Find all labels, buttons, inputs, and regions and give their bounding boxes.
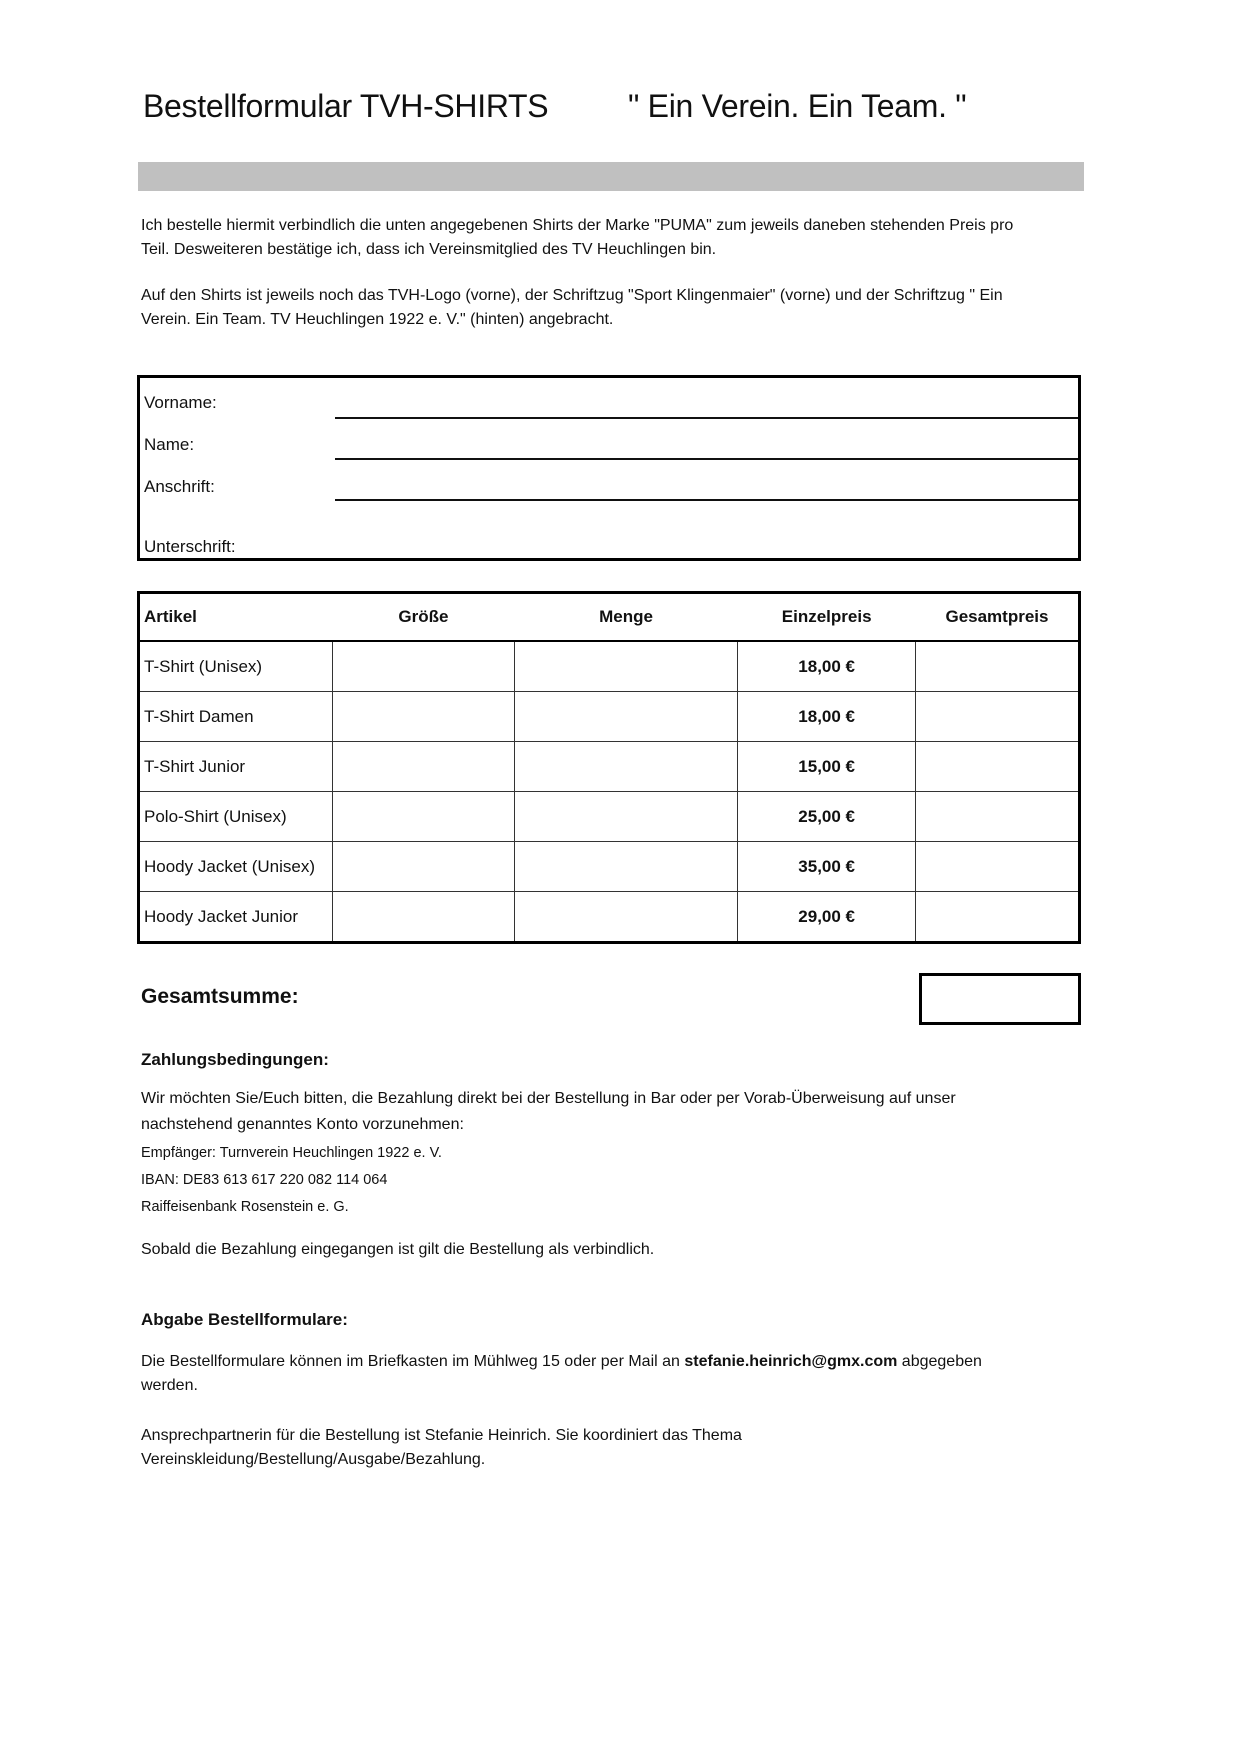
email-link[interactable]: stefanie.heinrich@gmx.com xyxy=(684,1353,898,1370)
header-artikel: Artikel xyxy=(139,593,333,642)
artikel-cell: T-Shirt Damen xyxy=(139,692,333,742)
submission-text xyxy=(141,1350,1081,1398)
intro-paragraph-1 xyxy=(141,214,1081,262)
binding-note: Sobald die Bezahlung eingegangen ist gilt die Bestellung als verbindlich. xyxy=(141,1241,655,1258)
submission-text-line: werden. xyxy=(141,1377,198,1394)
menge-input[interactable] xyxy=(515,742,738,792)
table-row xyxy=(139,892,1080,943)
menge-input[interactable] xyxy=(515,692,738,742)
artikel-cell: Hoody Jacket Junior xyxy=(139,892,333,943)
header-divider-bar xyxy=(138,162,1084,191)
gesamtpreis-input[interactable] xyxy=(916,842,1080,892)
total-label: Gesamtsumme: xyxy=(141,985,299,1008)
gesamtpreis-input[interactable] xyxy=(916,792,1080,842)
menge-input[interactable] xyxy=(515,892,738,943)
submission-text-part: Die Bestellformulare können im Briefkasten im Mühlweg 15 oder per Mail an xyxy=(141,1353,685,1370)
contact-text-line: Ansprechpartnerin für die Bestellung ist Stefanie Heinrich. Sie koordiniert das Thema xyxy=(141,1427,742,1444)
table-row xyxy=(139,792,1080,842)
groesse-input[interactable] xyxy=(332,692,515,742)
table-row xyxy=(139,842,1080,892)
einzelpreis-cell: 35,00 € xyxy=(737,842,916,892)
payment-heading: Zahlungsbedingungen: xyxy=(141,1050,329,1069)
header-groesse: Größe xyxy=(332,593,515,642)
submission-text-part: abgegeben xyxy=(897,1353,982,1370)
anschrift-field[interactable] xyxy=(335,499,1078,501)
artikel-cell: Hoody Jacket (Unisex) xyxy=(139,842,333,892)
gesamtpreis-input[interactable] xyxy=(916,641,1080,692)
einzelpreis-cell: 29,00 € xyxy=(737,892,916,943)
gesamtpreis-input[interactable] xyxy=(916,742,1080,792)
name-label: Name: xyxy=(144,435,195,454)
payment-bank: Raiffeisenbank Rosenstein e. G. xyxy=(141,1199,349,1215)
artikel-cell: Polo-Shirt (Unisex) xyxy=(139,792,333,842)
table-header-row xyxy=(139,593,1080,642)
header-menge: Menge xyxy=(515,593,738,642)
payment-text-line: nachstehend genanntes Konto vorzunehmen: xyxy=(141,1116,464,1133)
einzelpreis-cell: 15,00 € xyxy=(737,742,916,792)
table-row xyxy=(139,641,1080,692)
table-row xyxy=(139,742,1080,792)
intro-line: Auf den Shirts ist jeweils noch das TVH-Logo (vorne), der Schriftzug "Sport Klingenmaier" (vorne) und der Schriftzug " Ein xyxy=(141,287,1003,304)
page-title: Bestellformular TVH-SHIRTS xyxy=(143,88,549,124)
intro-line: Verein. Ein Team. TV Heuchlingen 1922 e. V." (hinten) angebracht. xyxy=(141,311,614,328)
gesamtpreis-input[interactable] xyxy=(916,692,1080,742)
header-gesamtpreis: Gesamtpreis xyxy=(916,593,1080,642)
artikel-cell: T-Shirt Junior xyxy=(139,742,333,792)
groesse-input[interactable] xyxy=(332,792,515,842)
total-field[interactable] xyxy=(919,973,1081,1025)
gesamtpreis-input[interactable] xyxy=(916,892,1080,943)
personal-details-box xyxy=(137,375,1081,561)
payment-text xyxy=(141,1086,1081,1138)
groesse-input[interactable] xyxy=(332,641,515,692)
payment-recipient: Empfänger: Turnverein Heuchlingen 1922 e. V. xyxy=(141,1145,442,1161)
menge-input[interactable] xyxy=(515,792,738,842)
contact-text xyxy=(141,1424,1081,1472)
order-table xyxy=(137,591,1081,944)
anschrift-label: Anschrift: xyxy=(144,477,215,496)
artikel-cell: T-Shirt (Unisex) xyxy=(139,641,333,692)
einzelpreis-cell: 18,00 € xyxy=(737,692,916,742)
motto: " Ein Verein. Ein Team. " xyxy=(628,88,967,124)
vorname-field[interactable] xyxy=(335,417,1078,419)
intro-line: Teil. Desweiteren bestätige ich, dass ich Vereinsmitglied des TV Heuchlingen bin. xyxy=(141,241,717,258)
payment-text-line: Wir möchten Sie/Euch bitten, die Bezahlung direkt bei der Bestellung in Bar oder per Vorab-Überweisung auf unser xyxy=(141,1090,956,1107)
payment-iban: IBAN: DE83 613 617 220 082 114 064 xyxy=(141,1172,388,1188)
intro-line: Ich bestelle hiermit verbindlich die unten angegebenen Shirts der Marke "PUMA" zum jeweils daneben stehenden Preis pro xyxy=(141,217,1014,234)
menge-input[interactable] xyxy=(515,842,738,892)
intro-paragraph-2 xyxy=(141,284,1081,332)
groesse-input[interactable] xyxy=(332,842,515,892)
einzelpreis-cell: 25,00 € xyxy=(737,792,916,842)
table-row xyxy=(139,692,1080,742)
menge-input[interactable] xyxy=(515,641,738,692)
name-field[interactable] xyxy=(335,458,1078,460)
einzelpreis-cell: 18,00 € xyxy=(737,641,916,692)
vorname-label: Vorname: xyxy=(144,393,217,412)
groesse-input[interactable] xyxy=(332,742,515,792)
unterschrift-label: Unterschrift: xyxy=(144,537,236,556)
submission-heading: Abgabe Bestellformulare: xyxy=(141,1310,348,1329)
groesse-input[interactable] xyxy=(332,892,515,943)
header-einzelpreis: Einzelpreis xyxy=(737,593,916,642)
submission-text-line xyxy=(141,1350,1081,1374)
contact-text-line: Vereinskleidung/Bestellung/Ausgabe/Bezahlung. xyxy=(141,1451,486,1468)
